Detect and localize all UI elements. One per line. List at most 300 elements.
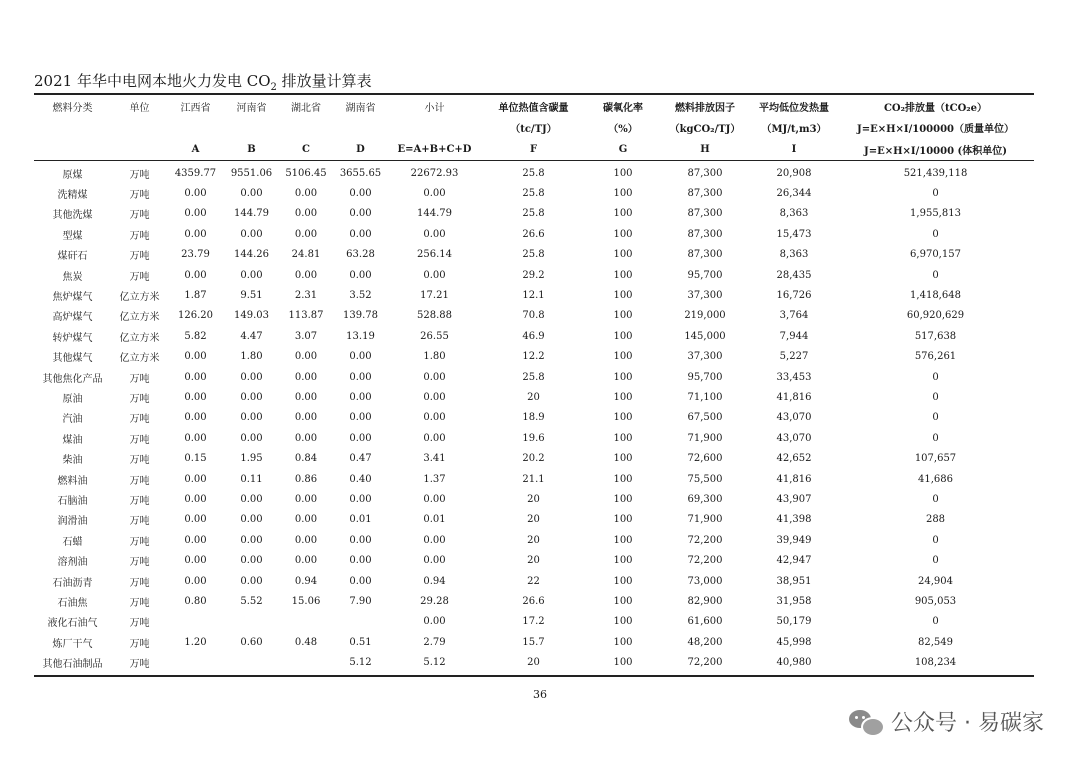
table-cell: 100 <box>613 371 633 383</box>
table-cell: 其他石油制品 <box>42 659 103 671</box>
table-cell: 0.00 <box>294 432 318 444</box>
table-cell: 126.20 <box>178 310 213 322</box>
table-cell: 26.55 <box>420 330 449 342</box>
header-cell: 单位热值含碳量 <box>498 103 569 115</box>
table-cell: 3,764 <box>779 310 809 322</box>
table-cell: 4.47 <box>240 330 263 342</box>
table-cell: 0.00 <box>184 493 207 505</box>
table-row <box>34 652 1034 672</box>
table-cell: 149.03 <box>234 310 269 322</box>
table-cell: 柴油 <box>62 455 83 467</box>
table-cell: 0 <box>932 616 939 628</box>
table-cell: 1.95 <box>240 453 263 465</box>
table-cell: 0.00 <box>240 555 263 567</box>
table-cell: 72,200 <box>687 555 723 567</box>
header-cell: F <box>529 143 538 155</box>
table-row <box>34 530 1034 550</box>
table-cell: 63.28 <box>346 249 375 261</box>
table-cell: 亿立方米 <box>119 353 160 365</box>
table-cell: 521,439,118 <box>903 167 968 179</box>
table-cell: 万吨 <box>129 597 150 609</box>
table-cell: 100 <box>613 208 633 220</box>
table-cell: 8,363 <box>779 208 809 220</box>
table-cell: 万吨 <box>129 659 150 671</box>
table-cell: 75,500 <box>687 473 723 485</box>
table-cell: 0.86 <box>294 473 318 485</box>
header-cell: （tc/TJ） <box>510 124 557 136</box>
table-row <box>34 163 1034 183</box>
header-cell <box>223 117 280 138</box>
table-row <box>34 183 1034 203</box>
table-cell: 0.94 <box>423 575 446 587</box>
table-cell: 25.8 <box>522 188 545 200</box>
table-cell: 43,070 <box>776 412 812 424</box>
table-cell: 万吨 <box>129 557 150 569</box>
header-cell: D <box>356 143 365 155</box>
table-cell: 100 <box>613 269 633 281</box>
table-row <box>34 489 1034 509</box>
table-cell: 72,200 <box>687 657 723 669</box>
table-cell: 288 <box>925 514 946 526</box>
table-cell: 26.6 <box>522 595 545 607</box>
table-cell: 0.00 <box>294 514 318 526</box>
header-cell: A <box>191 143 200 155</box>
table-cell: 71,900 <box>687 432 723 444</box>
table-cell: 万吨 <box>129 210 150 222</box>
table-cell: 0.00 <box>240 432 263 444</box>
table-row <box>34 387 1034 407</box>
table-cell: 溶剂油 <box>57 557 88 569</box>
table-cell: 0.00 <box>349 391 372 403</box>
table-cell: 71,100 <box>687 391 723 403</box>
table-cell: 0.00 <box>184 228 207 240</box>
table-cell: 0 <box>932 371 939 383</box>
table-cell: 洗精煤 <box>57 190 88 202</box>
table-cell: 煤矸石 <box>57 251 88 263</box>
table-row <box>34 612 1034 632</box>
table-cell: 0.00 <box>349 575 372 587</box>
table-cell: 0.00 <box>184 514 207 526</box>
table-cell: 0.00 <box>240 534 263 546</box>
table-cell: 0.00 <box>423 432 446 444</box>
table-row <box>34 204 1034 224</box>
table-cell: 0.00 <box>294 188 318 200</box>
watermark-text: 公众号 · 易碳家 <box>891 711 1044 736</box>
header-cell: 小计 <box>424 103 445 115</box>
table-cell: 0.00 <box>240 514 263 526</box>
header-cell: CO₂排放量（tCO₂e） <box>883 103 988 115</box>
table-cell: 0.00 <box>184 575 207 587</box>
table-cell: 100 <box>613 432 633 444</box>
table-cell: 0.00 <box>184 371 207 383</box>
watermark <box>849 706 1044 737</box>
header-cell <box>111 139 168 160</box>
table-cell: 7.90 <box>349 595 372 607</box>
table-cell: 37,300 <box>687 290 723 302</box>
table-cell: 72,600 <box>687 453 723 465</box>
table-cell <box>280 652 332 672</box>
table-cell: 60,920,629 <box>906 310 965 322</box>
table-cell: 256.14 <box>417 249 452 261</box>
table-cell: 0.00 <box>294 493 318 505</box>
table-cell: 517,638 <box>914 330 957 342</box>
header-cell <box>168 117 223 138</box>
table-cell: 0.00 <box>423 188 446 200</box>
table-cell: 5,227 <box>779 351 809 363</box>
table-cell: 70.8 <box>522 310 545 322</box>
table-cell: 100 <box>613 575 633 587</box>
table-cell: 87,300 <box>687 249 723 261</box>
table-cell: 8,363 <box>779 249 809 261</box>
table-cell: 5.82 <box>184 330 207 342</box>
table-cell: 16,726 <box>776 290 812 302</box>
table-row <box>34 347 1034 367</box>
table-cell: 100 <box>613 351 633 363</box>
table-cell: 87,300 <box>687 167 723 179</box>
table-cell: 100 <box>613 391 633 403</box>
table-cell: 0.00 <box>349 228 372 240</box>
table-cell: 0 <box>932 188 939 200</box>
table-cell: 0.00 <box>294 412 318 424</box>
table-cell: 50,179 <box>776 616 812 628</box>
table-cell: 21.1 <box>522 473 545 485</box>
table-cell: 67,500 <box>687 412 723 424</box>
table-cell: 38,951 <box>776 575 812 587</box>
table-cell: 0.00 <box>184 188 207 200</box>
table-cell: 5.12 <box>423 657 446 669</box>
table-cell: 12.1 <box>522 290 545 302</box>
table-cell <box>223 652 280 672</box>
table-cell: 0.00 <box>184 555 207 567</box>
table-cell: 3.52 <box>349 290 372 302</box>
table-cell: 100 <box>613 473 633 485</box>
table-row <box>34 265 1034 285</box>
table-cell: 0.00 <box>423 371 446 383</box>
table-cell: 29.28 <box>420 595 449 607</box>
header-cell: J=E×H×I/10000 (体积单位) <box>863 145 1007 157</box>
table-cell: 石油沥青 <box>52 577 93 589</box>
table-cell: 0.00 <box>184 412 207 424</box>
table-row <box>34 326 1034 346</box>
table-cell: 0.00 <box>240 371 263 383</box>
table-cell: 0 <box>932 534 939 546</box>
table-cell: 亿立方米 <box>119 332 160 344</box>
table-cell: 0 <box>932 269 939 281</box>
header-cell: 河南省 <box>236 103 267 115</box>
table-cell: 24.81 <box>291 249 321 261</box>
table-cell: 18.9 <box>522 412 545 424</box>
table-cell: 其他洗煤 <box>52 210 93 222</box>
table-cell: 25.8 <box>522 371 545 383</box>
table-cell: 0.00 <box>349 493 372 505</box>
table-cell: 2.31 <box>294 290 318 302</box>
table-cell: 其他焦化产品 <box>42 373 103 385</box>
header-cell: 平均低位发热量 <box>759 103 829 115</box>
table-cell: 原油 <box>62 393 83 405</box>
table-cell: 万吨 <box>129 455 150 467</box>
table-cell: 0.00 <box>423 534 446 546</box>
table-cell: 4359.77 <box>174 167 217 179</box>
title-text: 2021 年华中电网本地火力发电 CO <box>34 72 271 90</box>
table-cell: 113.87 <box>288 310 324 322</box>
table-cell: 20 <box>527 555 540 567</box>
table-cell: 41,686 <box>918 473 953 485</box>
table-cell: 1.80 <box>240 351 263 363</box>
table-cell: 0.00 <box>240 412 263 424</box>
table-cell: 100 <box>613 636 633 648</box>
table-bottom-rule <box>34 675 1034 677</box>
table-title <box>34 70 372 93</box>
table-cell: 汽油 <box>62 414 83 426</box>
table-cell: 25.8 <box>522 167 545 179</box>
table-cell: 万吨 <box>129 169 150 181</box>
table-cell: 100 <box>613 555 633 567</box>
table-cell: 15.06 <box>291 595 321 607</box>
table-cell: 139.78 <box>343 310 378 322</box>
table-cell: 0.94 <box>294 575 318 587</box>
table-cell: 144.26 <box>234 249 269 261</box>
table-cell: 0.00 <box>423 391 446 403</box>
table-cell: 1.87 <box>184 290 207 302</box>
table-cell: 100 <box>613 188 633 200</box>
header-row <box>34 117 1034 138</box>
table-cell: 0.00 <box>349 351 372 363</box>
table-cell: 3.41 <box>423 453 446 465</box>
table-cell: 0.00 <box>423 555 446 567</box>
table-cell: 0 <box>932 228 939 240</box>
table-cell: 煤油 <box>62 434 83 446</box>
table-cell: 22 <box>527 575 540 587</box>
header-cell: E=A+B+C+D <box>397 143 472 155</box>
table-cell: 13.19 <box>346 330 375 342</box>
table-cell: 61,600 <box>687 616 723 628</box>
table-cell: 42,947 <box>776 555 812 567</box>
header-row <box>34 96 1034 117</box>
table-cell: 145,000 <box>684 330 726 342</box>
table-cell: 41,816 <box>776 473 812 485</box>
table-cell: 20 <box>527 534 540 546</box>
table-cell: 0.00 <box>294 351 318 363</box>
header-cell <box>34 139 111 160</box>
table-cell: 0.00 <box>294 208 318 220</box>
header-cell: G <box>618 143 628 155</box>
table-cell: 0.00 <box>423 412 446 424</box>
table-cell: 43,070 <box>776 432 812 444</box>
table-cell: 219,000 <box>684 310 726 322</box>
table-cell: 石蜡 <box>62 536 83 548</box>
table-cell: 144.79 <box>417 208 452 220</box>
table-cell: 5.12 <box>349 657 372 669</box>
table-cell <box>223 612 280 632</box>
table-cell: 高炉煤气 <box>52 312 93 324</box>
table-cell: 100 <box>613 290 633 302</box>
table-cell: 95,700 <box>687 371 723 383</box>
table-cell: 0.00 <box>349 412 372 424</box>
table-cell: 33,453 <box>776 371 812 383</box>
table-cell: 100 <box>613 249 633 261</box>
table-cell: 燃料油 <box>57 475 88 487</box>
header-cell <box>280 117 332 138</box>
table-cell: 15,473 <box>776 228 812 240</box>
table-cell: 100 <box>613 493 633 505</box>
header-cell: C <box>302 143 310 155</box>
table-cell: 20,908 <box>776 167 812 179</box>
table-cell: 0 <box>932 432 939 444</box>
table-cell: 20 <box>527 657 540 669</box>
emissions-table <box>34 163 1034 673</box>
table-row <box>34 448 1034 468</box>
header-row <box>34 139 1034 160</box>
table-cell: 0.00 <box>184 534 207 546</box>
table-cell: 100 <box>613 412 633 424</box>
table-cell: 100 <box>613 228 633 240</box>
table-cell: 87,300 <box>687 188 723 200</box>
table-cell: 0.48 <box>294 636 318 648</box>
table-row <box>34 510 1034 530</box>
table-cell: 万吨 <box>129 495 150 507</box>
table-cell: 0.00 <box>240 269 263 281</box>
table-row <box>34 245 1034 265</box>
table-cell: 100 <box>613 514 633 526</box>
table-cell <box>332 612 389 632</box>
table-cell: 0.00 <box>184 208 207 220</box>
table-cell: 0.00 <box>349 188 372 200</box>
table-row <box>34 224 1034 244</box>
table-cell: 0.80 <box>184 595 207 607</box>
table-cell: 石脑油 <box>57 495 88 507</box>
table-cell: 万吨 <box>129 577 150 589</box>
table-cell: 71,900 <box>687 514 723 526</box>
table-cell: 0.00 <box>294 228 318 240</box>
table-header-rule <box>34 160 1034 161</box>
table-cell: 20 <box>527 391 540 403</box>
table-header <box>34 96 1034 160</box>
header-cell: （%） <box>608 124 638 136</box>
table-row <box>34 306 1034 326</box>
table-cell: 905,053 <box>914 595 957 607</box>
table-row <box>34 428 1034 448</box>
table-cell: 万吨 <box>129 414 150 426</box>
table-cell: 0.00 <box>349 208 372 220</box>
table-cell: 0.60 <box>240 636 263 648</box>
table-cell: 31,958 <box>776 595 812 607</box>
table-cell: 17.21 <box>420 290 449 302</box>
table-cell: 0.01 <box>423 514 446 526</box>
table-cell: 0.00 <box>423 493 446 505</box>
header-cell: 江西省 <box>180 103 211 115</box>
table-cell: 0.40 <box>349 473 372 485</box>
header-cell: 湖南省 <box>345 103 376 115</box>
table-cell: 0.00 <box>349 555 372 567</box>
table-cell: 3.07 <box>294 330 318 342</box>
table-cell: 25.8 <box>522 249 545 261</box>
table-cell: 22672.93 <box>410 167 459 179</box>
header-cell: （MJ/t,m3） <box>761 124 827 136</box>
table-cell: 25.8 <box>522 208 545 220</box>
table-cell: 100 <box>613 330 633 342</box>
table-cell: 41,816 <box>776 391 812 403</box>
table-cell: 万吨 <box>129 516 150 528</box>
table-cell: 48,200 <box>687 636 723 648</box>
table-cell: 42,652 <box>776 453 812 465</box>
table-cell: 0.00 <box>349 371 372 383</box>
header-cell: H <box>700 143 710 155</box>
table-cell: 0.00 <box>294 269 318 281</box>
table-cell: 100 <box>613 657 633 669</box>
table-cell: 24,904 <box>918 575 953 587</box>
table-cell: 45,998 <box>776 636 812 648</box>
table-cell: 100 <box>613 453 633 465</box>
table-cell: 1,955,813 <box>910 208 961 220</box>
table-row <box>34 571 1034 591</box>
table-cell: 19.6 <box>522 432 545 444</box>
table-cell: 108,234 <box>914 657 957 669</box>
table-cell: 41,398 <box>776 514 812 526</box>
table-cell: 液化石油气 <box>47 618 98 630</box>
table-cell: 焦炭 <box>62 271 83 283</box>
table-cell: 万吨 <box>129 618 150 630</box>
table-cell: 0.00 <box>184 391 207 403</box>
table-cell: 万吨 <box>129 190 150 202</box>
table-cell: 0.00 <box>349 432 372 444</box>
header-cell: 燃料排放因子 <box>675 103 735 115</box>
table-cell: 100 <box>613 167 633 179</box>
table-cell: 5106.45 <box>285 167 327 179</box>
table-cell: 528.88 <box>417 310 452 322</box>
table-cell: 万吨 <box>129 434 150 446</box>
table-cell: 20 <box>527 514 540 526</box>
table-row <box>34 591 1034 611</box>
table-cell: 100 <box>613 310 633 322</box>
header-cell <box>111 117 168 138</box>
table-cell: 2.79 <box>423 636 446 648</box>
table-cell: 20.2 <box>522 453 545 465</box>
table-cell: 0.84 <box>294 453 318 465</box>
table-cell: 亿立方米 <box>119 312 160 324</box>
table-cell: 亿立方米 <box>119 292 160 304</box>
table-cell: 万吨 <box>129 271 150 283</box>
table-cell: 43,907 <box>776 493 812 505</box>
table-row <box>34 285 1034 305</box>
table-cell: 0.15 <box>184 453 207 465</box>
table-cell: 0.00 <box>294 555 318 567</box>
table-cell: 17.2 <box>522 616 545 628</box>
table-cell: 144.79 <box>234 208 269 220</box>
table-top-rule <box>34 93 1034 95</box>
table-cell: 37,300 <box>687 351 723 363</box>
table-cell: 万吨 <box>129 536 150 548</box>
table-cell: 9.51 <box>240 290 263 302</box>
table-cell: 0.01 <box>349 514 372 526</box>
table-cell: 7,944 <box>779 330 809 342</box>
table-cell: 6,970,157 <box>910 249 961 261</box>
table-cell: 95,700 <box>687 269 723 281</box>
header-cell: 单位 <box>129 103 150 115</box>
table-cell: 9551.06 <box>230 167 273 179</box>
table-cell: 1,418,648 <box>910 290 961 302</box>
header-cell: 湖北省 <box>291 103 321 115</box>
table-cell: 其他煤气 <box>52 353 93 365</box>
page-number: 36 <box>533 688 547 701</box>
header-cell: I <box>791 143 797 155</box>
table-cell: 40,980 <box>776 657 812 669</box>
header-cell <box>332 117 389 138</box>
table-cell: 5.52 <box>240 595 263 607</box>
table-cell: 28,435 <box>776 269 812 281</box>
table-cell: 0.00 <box>423 616 446 628</box>
table-cell: 576,261 <box>914 351 957 363</box>
table-cell: 1.37 <box>423 473 446 485</box>
